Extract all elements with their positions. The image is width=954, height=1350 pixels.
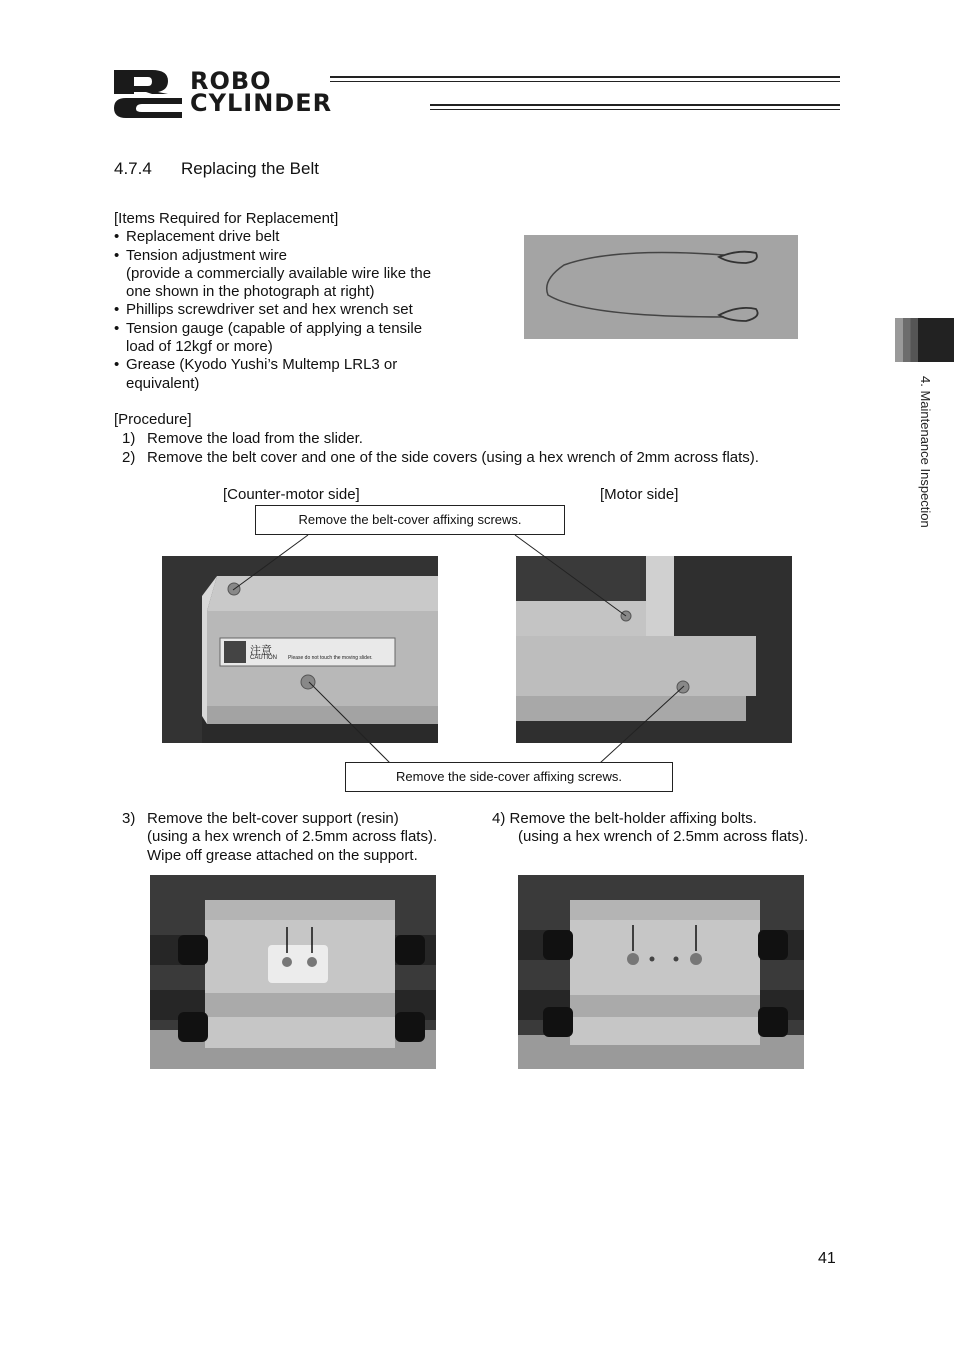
list-item: one shown in the photograph at right) [126, 283, 375, 301]
belt-holder-bolts-photo [518, 875, 804, 1069]
list-item: • Phillips screwdriver set and hex wrench set [114, 301, 413, 319]
step-1-number: 1) [122, 430, 136, 447]
callout-belt-cover-screws: Remove the belt-cover affixing screws. [255, 505, 565, 535]
counter-motor-side-label: [Counter-motor side] [223, 486, 360, 503]
list-item: • Grease (Kyodo Yushi’s Multemp LRL3 or [114, 356, 398, 374]
step-2-number: 2) [122, 449, 136, 466]
caution-en-label: CAUTION [250, 655, 277, 661]
list-item: equivalent) [126, 374, 200, 392]
logo-line-cylinder: CYLINDER [190, 89, 333, 117]
side-tab-dark-block [918, 318, 954, 362]
step-2-text: Remove the belt cover and one of the side covers (using a hex wrench of 2mm across flats). [147, 449, 759, 466]
page-number: 41 [818, 1250, 836, 1267]
step-3-text: Remove the belt-cover support (resin) (using a hex wrench of 2.5mm across flats). Wipe off grease attached on the support. [147, 810, 438, 864]
logo-line-robo: ROBO [190, 67, 272, 95]
callout-side-cover-screws: Remove the side-cover affixing screws. [345, 762, 673, 792]
caution-message: Please do not touch the moving slider. [288, 655, 373, 661]
list-item: (provide a commercially available wire like the [126, 264, 432, 282]
procedure-heading: [Procedure] [114, 411, 192, 428]
side-tab-label: 4. Maintenance Inspection [918, 376, 933, 528]
section-number: 4.7.4 [114, 159, 152, 178]
list-item: • Replacement drive belt [114, 228, 280, 246]
list-item: • Tension adjustment wire [114, 246, 287, 264]
caution-jp-label: 注意 [250, 645, 272, 657]
section-title: Replacing the Belt [181, 159, 319, 178]
list-item: load of 12kgf or more) [126, 338, 273, 356]
step-1-text: Remove the load from the slider. [147, 430, 363, 447]
motor-side-label: [Motor side] [600, 486, 679, 503]
step-4-number: 4) [492, 810, 506, 827]
step-3-number: 3) [122, 810, 136, 827]
belt-cover-support-photo [150, 875, 436, 1069]
items-required-heading: [Items Required for Replacement] [114, 210, 339, 227]
list-item: • Tension gauge (capable of applying a tensile [114, 319, 423, 337]
step-4-text: 4) Remove the belt-holder affixing bolts. (using a hex wrench of 2.5mm across flats). [492, 810, 809, 846]
